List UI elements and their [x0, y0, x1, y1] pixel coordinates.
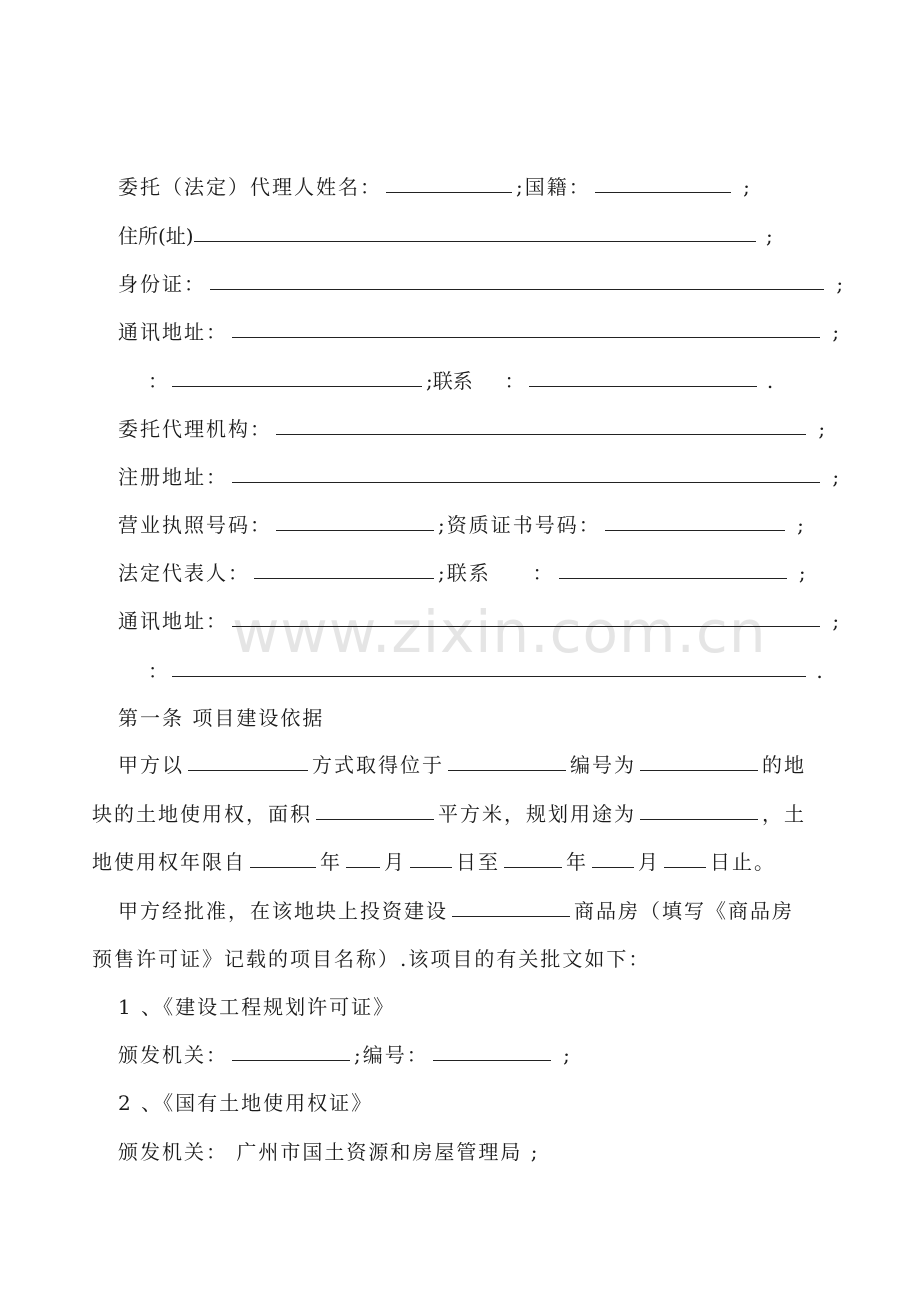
address-blank[interactable]	[194, 221, 756, 242]
legal-rep-row	[118, 558, 808, 588]
row-end: ;	[832, 609, 842, 633]
mail-address-label: 通讯地址：	[118, 609, 228, 633]
watermark: www.zixin.com.cn	[232, 598, 767, 666]
end-day-blank[interactable]	[664, 847, 706, 868]
para2-line1	[118, 896, 794, 926]
location-blank[interactable]	[448, 750, 566, 771]
reg-address-label: 注册地址：	[118, 465, 228, 489]
text: 日止。	[710, 850, 776, 874]
text: 平方米，规划用途为	[438, 802, 636, 826]
area-blank[interactable]	[316, 799, 434, 820]
agency-label: 委托代理机构：	[118, 417, 272, 441]
cert-label: ;资质证书号码：	[438, 513, 601, 537]
mail-address-row	[118, 317, 841, 347]
reg-address-row	[118, 462, 841, 492]
nationality-label: ;国籍：	[516, 175, 591, 199]
id-card-blank[interactable]	[210, 269, 824, 290]
contact-label: ;联系	[426, 369, 473, 393]
method-blank[interactable]	[188, 750, 308, 771]
reg-address-blank[interactable]	[232, 462, 820, 483]
postcode-blank[interactable]	[172, 366, 422, 387]
postcode-row-2	[148, 656, 823, 686]
agent-name-blank[interactable]	[386, 172, 512, 193]
number-label: ;编号：	[354, 1043, 429, 1067]
row-end: ;	[797, 513, 806, 537]
issuer-label: 颁发机关：	[118, 1043, 228, 1067]
text: 月	[384, 850, 406, 874]
row-end: ;	[832, 320, 842, 344]
article-title: 第一条 项目建设依据	[118, 706, 325, 730]
start-day-blank[interactable]	[410, 847, 452, 868]
project-blank[interactable]	[452, 896, 570, 917]
agency-blank[interactable]	[276, 414, 806, 435]
contact-colon: ：	[504, 369, 525, 393]
item1-row	[118, 1040, 572, 1070]
cert-blank[interactable]	[605, 510, 785, 531]
row-end: ;	[832, 465, 842, 489]
number-blank[interactable]	[433, 1040, 551, 1061]
text: 地使用权年限自	[92, 850, 246, 874]
postcode-blank[interactable]	[172, 656, 806, 677]
end-year-blank[interactable]	[504, 847, 562, 868]
text: 商品房（填写《商品房	[574, 899, 794, 923]
license-label: 营业执照号码：	[118, 513, 272, 537]
license-row	[118, 510, 806, 540]
mail-address-label: 通讯地址：	[118, 320, 228, 344]
text: 甲方以	[118, 753, 184, 777]
id-card-row	[118, 269, 845, 299]
row-end: ;	[563, 1043, 572, 1067]
text: 的地	[762, 753, 806, 777]
text: 年	[320, 850, 342, 874]
end-month-blank[interactable]	[592, 847, 634, 868]
postcode-label: ：	[148, 659, 168, 683]
row-end: ;	[798, 561, 808, 585]
para1-line2	[92, 799, 806, 829]
nationality-blank[interactable]	[595, 172, 731, 193]
text: 块的土地使用权，面积	[92, 802, 312, 826]
text: ，土	[762, 802, 806, 826]
legal-rep-label: 法定代表人：	[118, 561, 250, 585]
address-label: 住所(址)	[118, 224, 194, 248]
issuer-label: 颁发机关：	[118, 1140, 228, 1164]
start-year-blank[interactable]	[250, 847, 316, 868]
text: 年	[566, 850, 588, 874]
para1-line3	[92, 847, 776, 877]
row-end: ;	[743, 175, 752, 199]
item2-title: 2 、《国有土地使用权证》	[118, 1091, 374, 1115]
usage-blank[interactable]	[640, 799, 758, 820]
lot-number-blank[interactable]	[640, 750, 758, 771]
postcode-row	[148, 366, 773, 396]
text: 编号为	[570, 753, 636, 777]
text: 日至	[456, 850, 500, 874]
mail-address-blank[interactable]	[232, 606, 820, 627]
row-end: .	[816, 659, 823, 683]
contact-blank[interactable]	[529, 366, 757, 387]
para2-line2: 预售许可证》记载的项目名称）.该项目的有关批文如下：	[92, 947, 651, 971]
agency-row	[118, 414, 827, 444]
item2-row	[118, 1137, 539, 1167]
id-card-label: 身份证：	[118, 272, 206, 296]
issuer-value: 广州市国土资源和房屋管理局	[236, 1140, 523, 1164]
text: 甲方经批准，在该地块上投资建设	[118, 899, 448, 923]
contact-label: ;联系	[438, 561, 491, 585]
para1-line1	[118, 750, 806, 780]
row-end: ;	[765, 224, 773, 248]
text: 方式取得位于	[312, 753, 444, 777]
start-month-blank[interactable]	[346, 847, 380, 868]
legal-rep-blank[interactable]	[254, 558, 434, 579]
address-row	[118, 221, 773, 251]
contact-colon: ：	[532, 561, 555, 585]
row-end: ;	[818, 417, 828, 441]
agent-row	[118, 172, 752, 202]
mail-address-blank[interactable]	[232, 317, 820, 338]
issuer-blank[interactable]	[232, 1040, 350, 1061]
license-blank[interactable]	[276, 510, 434, 531]
mail-address-row-2	[118, 606, 841, 636]
row-end: ;	[530, 1140, 540, 1164]
text: 月	[638, 850, 660, 874]
agent-label: 委托（法定）代理人姓名：	[118, 175, 382, 199]
postcode-label: ：	[148, 369, 168, 393]
row-end: .	[766, 369, 774, 393]
legal-rep-contact-blank[interactable]	[559, 558, 787, 579]
row-end: ;	[836, 272, 846, 296]
item1-title: 1 、《建设工程规划许可证》	[118, 995, 396, 1019]
